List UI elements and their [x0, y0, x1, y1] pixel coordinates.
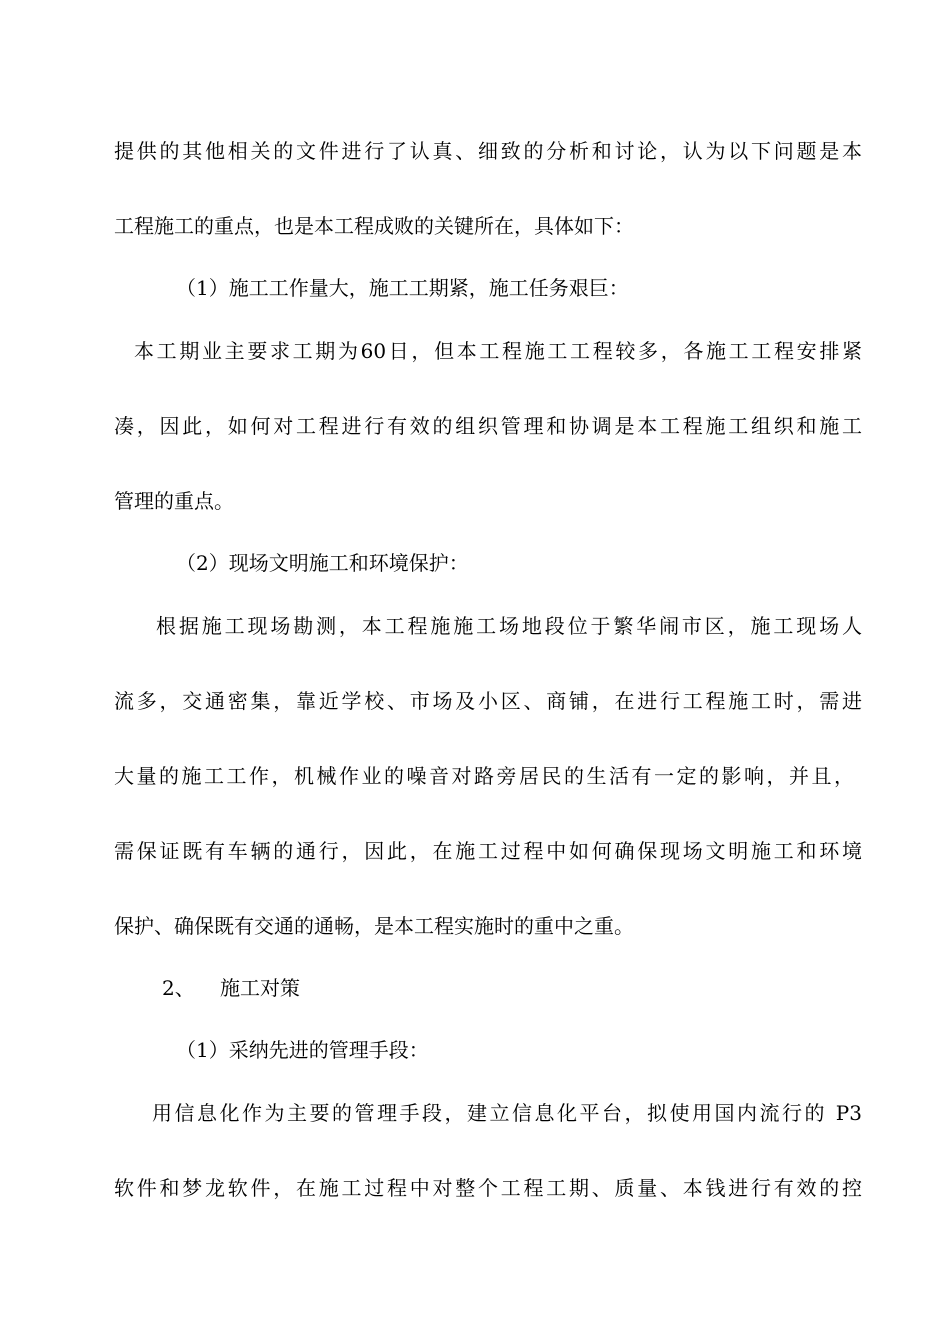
paragraph-line: 大量的施工工作，机械作业的噪音对路旁居民的生活有一定的影响，并且， — [114, 764, 854, 788]
section-title: 施工对策 — [220, 976, 300, 1000]
paragraph-line: 流多，交通密集，靠近学校、市场及小区、商铺，在进行工程施工时，需进 — [114, 689, 862, 713]
paragraph-line: 保护、确保既有交通的通畅，是本工程实施时的重中之重。 — [114, 914, 634, 938]
paragraph-line: 凑，因此，如何对工程进行有效的组织管理和协调是本工程施工组织和施工 — [114, 414, 862, 438]
section-number: 2、 — [162, 976, 195, 1000]
paragraph-line: 软件和梦龙软件，在施工过程中对整个工程工期、质量、本钱进行有效的控 — [114, 1176, 862, 1200]
paragraph-line: 本工期业主要求工期为60日，但本工程施工工程较多，各施工工程安排紧 — [134, 339, 862, 363]
section-heading — [162, 974, 462, 1002]
subheading-civilized-construction: （2）现场文明施工和环境保护： — [176, 551, 469, 575]
paragraph-line: 用信息化作为主要的管理手段，建立信息化平台，拟使用国内流行的 P3 — [152, 1101, 862, 1125]
subheading-management: （1）采纳先进的管理手段： — [176, 1038, 429, 1062]
subheading-workload: （1）施工工作量大，施工工期紧，施工任务艰巨： — [176, 276, 629, 300]
paragraph-line: 根据施工现场勘测，本工程施施工场地段位于繁华闹市区，施工现场人 — [156, 614, 862, 638]
paragraph-line: 提供的其他相关的文件进行了认真、细致的分析和讨论，认为以下问题是本 — [114, 139, 862, 163]
paragraph-line: 工程施工的重点，也是本工程成败的关键所在，具体如下： — [114, 214, 634, 238]
paragraph-line: 需保证既有车辆的通行，因此，在施工过程中如何确保现场文明施工和环境 — [114, 839, 862, 863]
paragraph-line: 管理的重点。 — [114, 489, 234, 513]
